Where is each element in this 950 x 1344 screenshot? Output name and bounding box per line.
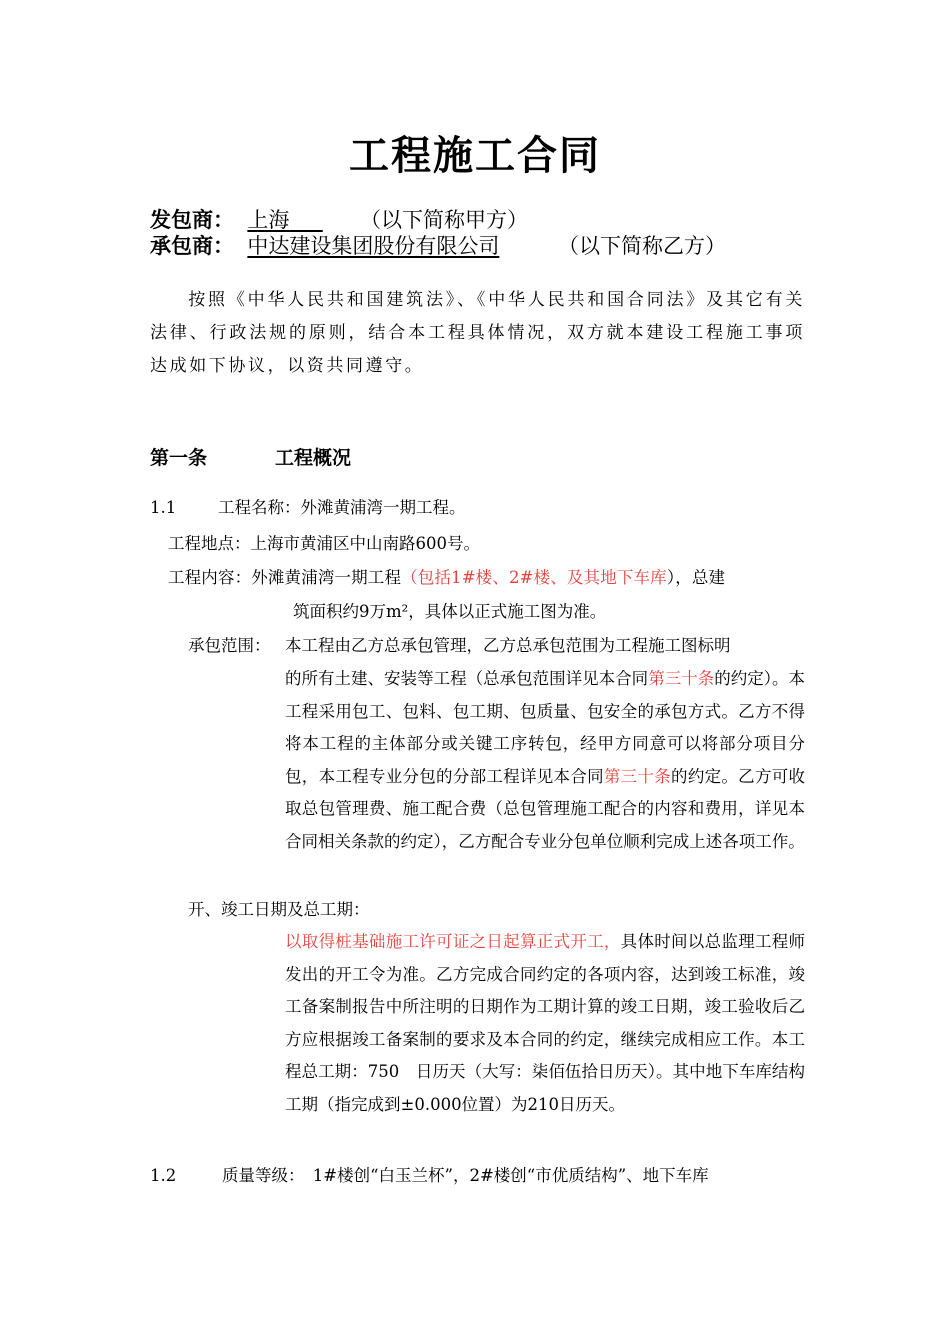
section-1-1-number: 1.1 [150,498,177,517]
intro-paragraph [150,284,805,383]
contractor-value: 中达建设集团股份有限公司 [247,234,500,258]
contractor-line [150,232,726,260]
document-title: 工程施工合同 [349,133,601,179]
content-highlight: （包括1#楼、2#楼、及其地下车库 [401,568,667,587]
project-content-cont: 筑面积约9万m²，具体以正式施工图为准。 [293,602,607,621]
intro-text: 按照《中华人民共和国建筑法》、《中华人民共和国合同法》及其它有关法律、行政法规的原则，结合本工程具体情况，双方就本建设工程施工事项达成如下协议，以资共同遵守。 [150,290,805,376]
employer-note: （以下简称甲方） [360,208,528,232]
employer-value: 上海 [247,208,290,232]
dates-label: 开、竣工日期及总工期： [188,900,370,919]
article-title: 工程概况 [275,447,352,469]
scope-text: 的所有土建、安装等工程（总承包范围详见本合同第三十条的约定）。本工程采用包工、包料、包工期、包质量、包安全的承包方式。乙方不得将本工程的主体部分或关键工序转包，经甲方同意可以将部分项目分包，本工程专业分包的分部工程详见本合同第三十条的约定。乙方可收取总包管理费、施工配合费（总包管理施工配合的内容和费用，详见本合同相关条款的约定），乙方配合专业分包单位顺利完成上述各项工作。 [285,669,806,851]
employer-line [150,206,528,234]
article-number: 第一条 [150,447,208,469]
contractor-note: （以下简称乙方） [558,234,726,258]
dates-text: 以取得桩基础施工许可证之日起算正式开工，具体时间以总监理工程师发出的开工令为准。乙方完成合同约定的各项内容，达到竣工标准，竣工备案制报告中所注明的日期作为工期计算的竣工日期，竣工验收后乙方应根据竣工备案制的要求及本合同的约定，继续完成相应工作。本工程总工期：750 日历天（大写：柒佰伍拾日历天）。其中地下车库结构工期（指完成到±0.000位置）为210日历天。 [285,932,806,1114]
project-content: 工程内容：外滩黄浦湾一期工程（包括1#楼、2#楼、及其地下车库），总建 [168,568,726,587]
dates-highlight: 以取得桩基础施工许可证之日起算正式开工， [285,932,621,951]
section-1-2-number: 1.2 [150,1166,177,1185]
contractor-label: 承包商： [150,234,234,258]
quality-grade: 质量等级： 1#楼创“白玉兰杯”，2#楼创“市优质结构”、地下车库 [222,1166,709,1185]
article-heading [150,444,352,472]
scope-label: 承包范围： [188,636,271,655]
article-30-ref-1: 第三十条 [648,669,715,688]
project-location: 工程地点：上海市黄浦区中山南路600号。 [168,534,480,553]
employer-label: 发包商： [150,208,234,232]
project-name: 工程名称：外滩黄浦湾一期工程。 [218,498,466,517]
scope-first-line: 本工程由乙方总承包管理，乙方总承包范围为工程施工图标明 [285,636,731,655]
article-30-ref-2: 第三十条 [603,766,672,786]
